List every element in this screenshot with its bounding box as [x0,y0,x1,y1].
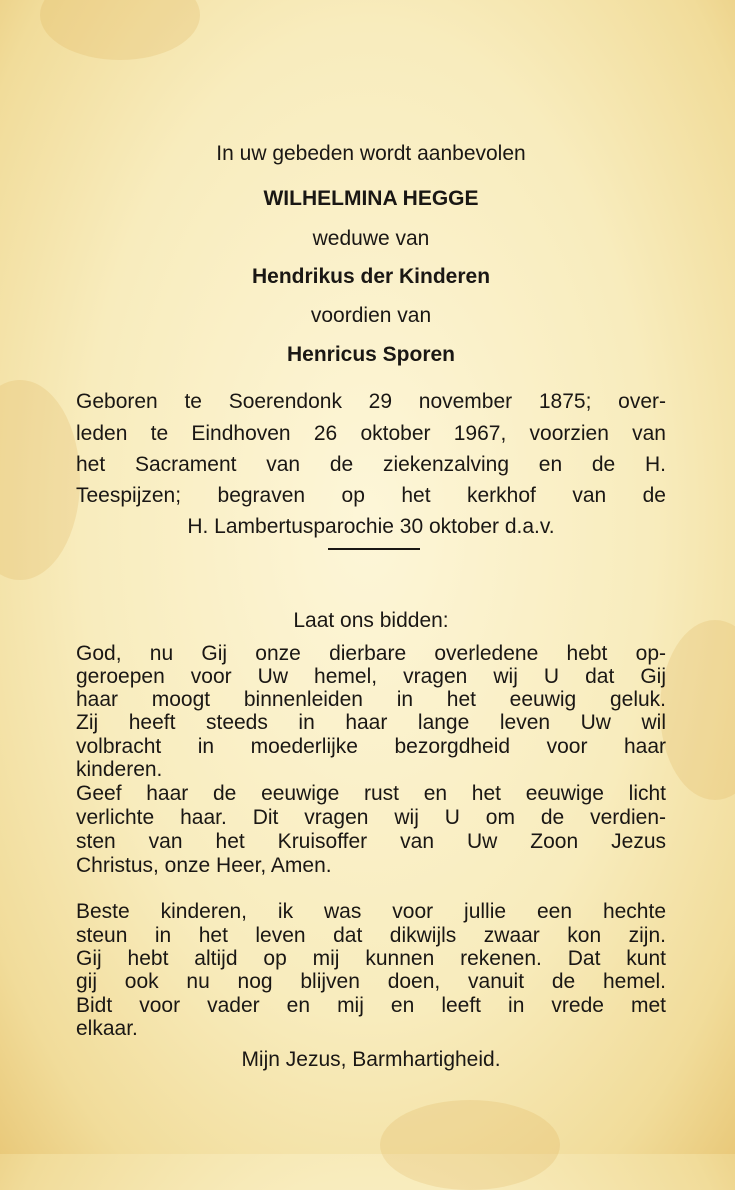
prayer-line: geroepen voor Uw hemel, vragen wij U dat Gij [76,665,666,688]
bio-line: het Sacrament van de ziekenzalving en de H. [76,453,666,476]
prayer-line: Zij heeft steeds in haar lange leven Uw wil [76,711,666,734]
bio-line: leden te Eindhoven 26 oktober 1967, voorzien van [76,422,666,445]
deceased-name: WILHELMINA HEGGE [263,187,479,210]
bio-line: Geboren te Soerendonk 29 november 1875; over- [76,390,666,413]
bio-line: H. Lambertusparochie 30 oktober d.a.v. [187,515,555,538]
age-stain [40,0,200,60]
age-stain [0,380,80,580]
prayer-line: Christus, onze Heer, Amen. [76,854,332,877]
second-husband-name: Henricus Sporen [286,343,456,366]
closing-prayer: Mijn Jezus, Barmhartigheid. [241,1048,501,1071]
farewell-line: steun in het leven dat dikwijls zwaar kon zijn. [76,924,666,947]
age-stain [380,1100,560,1190]
prayer-line: sten van het Kruisoffer van Uw Zoon Jezus [76,830,666,853]
farewell-line: Gij hebt altijd op mij kunnen rekenen. Dat kunt [76,947,666,970]
farewell-line: elkaar. [76,1017,138,1040]
prayer-line: Geef haar de eeuwige rust en het eeuwige licht [76,782,666,805]
intro-line: In uw gebeden wordt aanbevolen [216,142,526,165]
formerly-of-line: voordien van [310,304,432,327]
farewell-line: gij ook nu nog blijven doen, vanuit de hemel. [76,970,666,993]
section-divider [328,548,420,550]
age-stain [660,620,735,800]
prayer-heading: Laat ons bidden: [293,609,449,632]
prayer-line: kinderen. [76,758,163,781]
prayer-line: volbracht in moederlijke bezorgdheid voor haar [76,735,666,758]
widow-of-line: weduwe van [312,227,430,250]
farewell-line: Beste kinderen, ik was voor jullie een hechte [76,900,666,923]
first-husband-name: Hendrikus der Kinderen [251,265,491,288]
farewell-line: Bidt voor vader en mij en leeft in vrede met [76,994,666,1017]
prayer-line: verlichte haar. Dit vragen wij U om de verdien- [76,806,666,829]
bio-line: Teespijzen; begraven op het kerkhof van de [76,484,666,507]
prayer-line: God, nu Gij onze dierbare overledene hebt op- [76,642,666,665]
prayer-line: haar moogt binnenleiden in het eeuwig geluk. [76,688,666,711]
